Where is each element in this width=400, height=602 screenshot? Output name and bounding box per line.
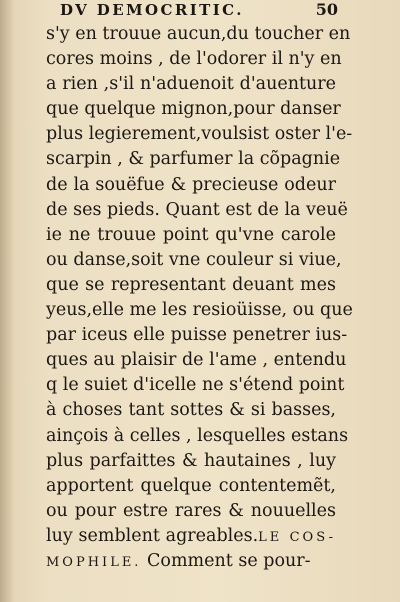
text-line: s'y en trouue aucun,du toucher en xyxy=(46,24,351,44)
text-line: scarpin , & parfumer la cõpagnie xyxy=(46,149,341,170)
text-line xyxy=(46,549,336,574)
text-line: à choses tant sottes & si basses, xyxy=(46,400,336,421)
text-line: que se representant deuant mes xyxy=(46,274,336,295)
speaker-name-continued: MOPHILE. xyxy=(46,554,142,570)
text-line: yeus,elle me les resioüisse, ou que xyxy=(46,300,353,321)
text-line: ainçois à celles , lesquelles estans xyxy=(46,425,349,446)
running-title: DV DEMOCRITIC. xyxy=(60,1,244,19)
text-line: que quelque mignon,pour danser xyxy=(46,99,341,120)
text-line: par iceus elle puisse penetrer ius- xyxy=(46,325,348,346)
text-line: ie ne trouue point qu'vne carole xyxy=(46,224,336,245)
text-line: ou danse,soit vne couleur si viue, xyxy=(46,249,342,270)
text-line: ques au plaisir de l'ame , entendu xyxy=(46,350,347,371)
page-gutter-shadow xyxy=(0,0,14,602)
text-line: plus legierement,voulsist oster l'e- xyxy=(46,124,353,145)
text-line: ou pour estre rares & nouuelles xyxy=(46,500,336,521)
text-line: de la souëfue & precieuse odeur xyxy=(46,174,336,195)
speaker-name: LE COS- xyxy=(258,529,336,545)
page-number: 50 xyxy=(315,0,338,19)
text-segment: luy semblent agreables. xyxy=(46,525,259,546)
text-block xyxy=(46,22,353,574)
text-line: q le suiet d'icelle ne s'étend point xyxy=(46,375,345,396)
text-line: cores moins , de l'odorer il n'y en xyxy=(46,49,342,70)
text-line: a rien ,s'il n'aduenoit d'auenture xyxy=(46,74,336,95)
text-line xyxy=(46,524,336,549)
text-line: de ses pieds. Quant est de la veuë xyxy=(46,199,348,220)
text-line: apportent quelque contentemẽt, xyxy=(46,475,336,496)
text-segment: Comment se pour- xyxy=(141,550,311,571)
text-line: plus parfaittes & hautaines , luy xyxy=(46,450,336,471)
